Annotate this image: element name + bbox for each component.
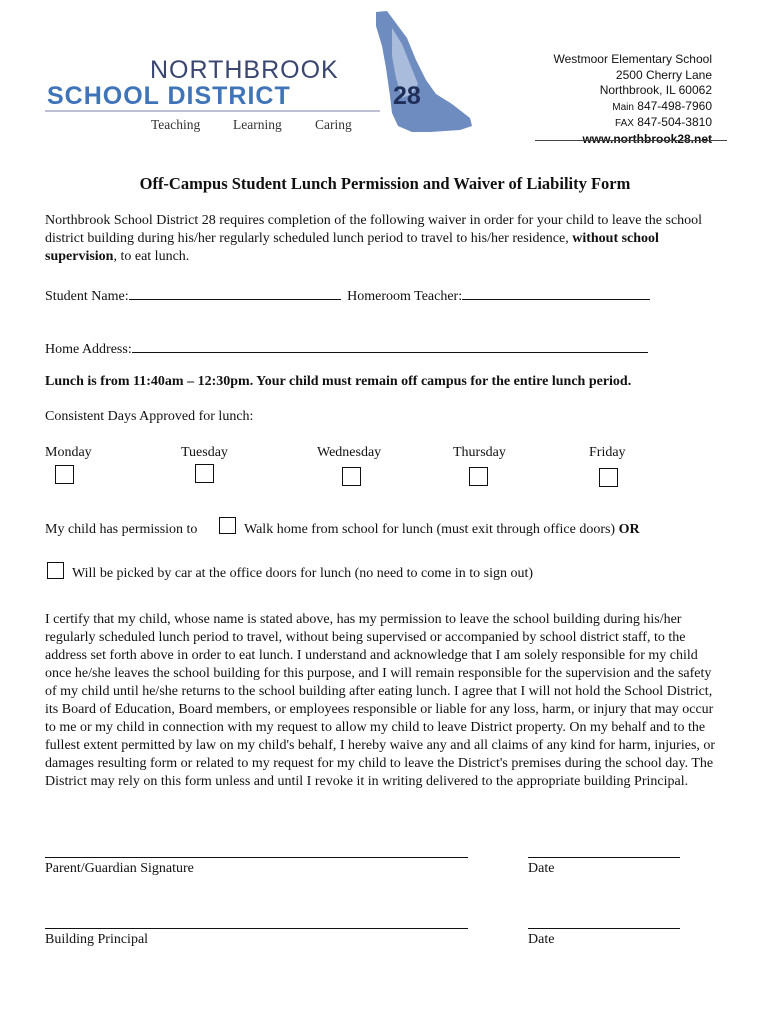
day-friday-label: Friday <box>589 445 626 460</box>
parent-date-line[interactable] <box>528 857 680 858</box>
home-address-row <box>45 338 648 358</box>
day-thursday-label: Thursday <box>453 445 506 460</box>
school-main-phone <box>553 99 712 116</box>
fax-label: FAX <box>615 118 634 129</box>
district-logo <box>40 8 480 143</box>
intro-text-bold: without school supervision <box>45 231 659 264</box>
day-friday-checkbox[interactable] <box>599 468 618 487</box>
pick-up-option: Will be picked by car at the office doors for lunch (no need to come in to sign out) <box>72 566 534 581</box>
parent-date-label: Date <box>528 861 555 876</box>
main-phone: 847-498-7960 <box>637 98 712 113</box>
logo-tagline-learning: Learning <box>233 117 282 132</box>
main-label: Main <box>612 101 634 113</box>
logo-line1: NORTHBROOK <box>150 56 339 84</box>
principal-date-line[interactable] <box>528 928 680 929</box>
day-wednesday-label: Wednesday <box>317 445 382 460</box>
logo-number: 28 <box>393 82 421 110</box>
parent-signature-label: Parent/Guardian Signature <box>45 861 194 876</box>
intro-paragraph <box>45 212 725 266</box>
school-street: 2500 Cherry Lane <box>615 67 712 82</box>
day-tuesday-checkbox[interactable] <box>195 464 214 483</box>
walk-home-text: Walk home from school for lunch (must exit through office doors) <box>244 522 616 537</box>
school-website: www.northbrook28.net <box>582 131 712 146</box>
pick-up-checkbox[interactable] <box>47 562 64 579</box>
logo-tagline-caring: Caring <box>315 117 352 132</box>
option-or: OR <box>618 522 640 537</box>
certification-paragraph: I certify that my child, whose name is stated above, has my permission to leave the school building during his/her regularly scheduled lunch period to travel, without being supervised or accompanied by school district staff, to the address set forth above in order to eat lunch. I understand and acknowledge that I am solely responsible for my child once he/she leaves the school building for this purpose, and I will remain responsible for the supervision and the safety of my child until he/she returns to the school building after eating lunch. I agree that I will not hold the School District, its Board of Education, Board members, or employees responsible or liable for any loss, harm, or injury that may occur to me or my child in connection with my request to allow my child to leave District property. On my behalf and to the fullest extent permitted by law on my child's behalf, I hereby waive any and all claims of any kind for harm, injuries, or damages resulting form or related to my request for my child to leave the District's premises during the school day. The District may rely on this form unless and until I revoke it in writing delivered to the appropriate building Principal. <box>45 612 716 789</box>
principal-signature-label: Building Principal <box>45 932 149 947</box>
homeroom-field[interactable] <box>462 285 650 300</box>
student-name-row <box>45 285 650 305</box>
student-name-field[interactable] <box>129 285 341 300</box>
school-city: Northbrook, IL 60062 <box>599 83 712 97</box>
walk-home-checkbox[interactable] <box>219 517 236 534</box>
bell-icon <box>376 11 472 132</box>
parent-signature-line[interactable] <box>45 857 468 858</box>
day-monday-checkbox[interactable] <box>55 465 74 484</box>
permission-lead: My child has permission to <box>45 522 198 537</box>
logo-line2: SCHOOL DISTRICT <box>47 82 291 110</box>
school-name: Westmoor Elementary School <box>553 52 712 66</box>
logo-tagline-teaching: Teaching <box>151 117 201 132</box>
fax-phone: 847-504-3810 <box>637 115 712 129</box>
day-monday-label: Monday <box>45 445 92 460</box>
days-label: Consistent Days Approved for lunch: <box>45 409 254 424</box>
day-thursday-checkbox[interactable] <box>469 467 488 486</box>
principal-signature-line[interactable] <box>45 928 468 929</box>
lunch-notice: Lunch is from 11:40am – 12:30pm. Your child must remain off campus for the entire lunch period. <box>45 374 632 389</box>
walk-home-option <box>244 522 640 538</box>
day-wednesday-checkbox[interactable] <box>342 467 361 486</box>
school-contact-block <box>553 52 712 147</box>
home-address-label: Home Address: <box>45 342 132 357</box>
homeroom-label: Homeroom Teacher: <box>347 289 463 304</box>
principal-date-label: Date <box>528 932 555 947</box>
day-tuesday-label: Tuesday <box>181 445 228 460</box>
student-name-label: Student Name: <box>45 289 129 304</box>
home-address-field[interactable] <box>132 338 648 353</box>
intro-text-a: Northbrook School District 28 requires completion of the following waiver in order for your child to leave the school district building during his/her regularly scheduled lunch period to travel to his/her residence, <box>45 213 703 246</box>
school-fax <box>553 115 712 132</box>
intro-text-b: , to eat lunch. <box>113 249 190 264</box>
header-divider <box>535 140 727 141</box>
form-title: Off-Campus Student Lunch Permission and Waiver of Liability Form <box>139 174 631 193</box>
